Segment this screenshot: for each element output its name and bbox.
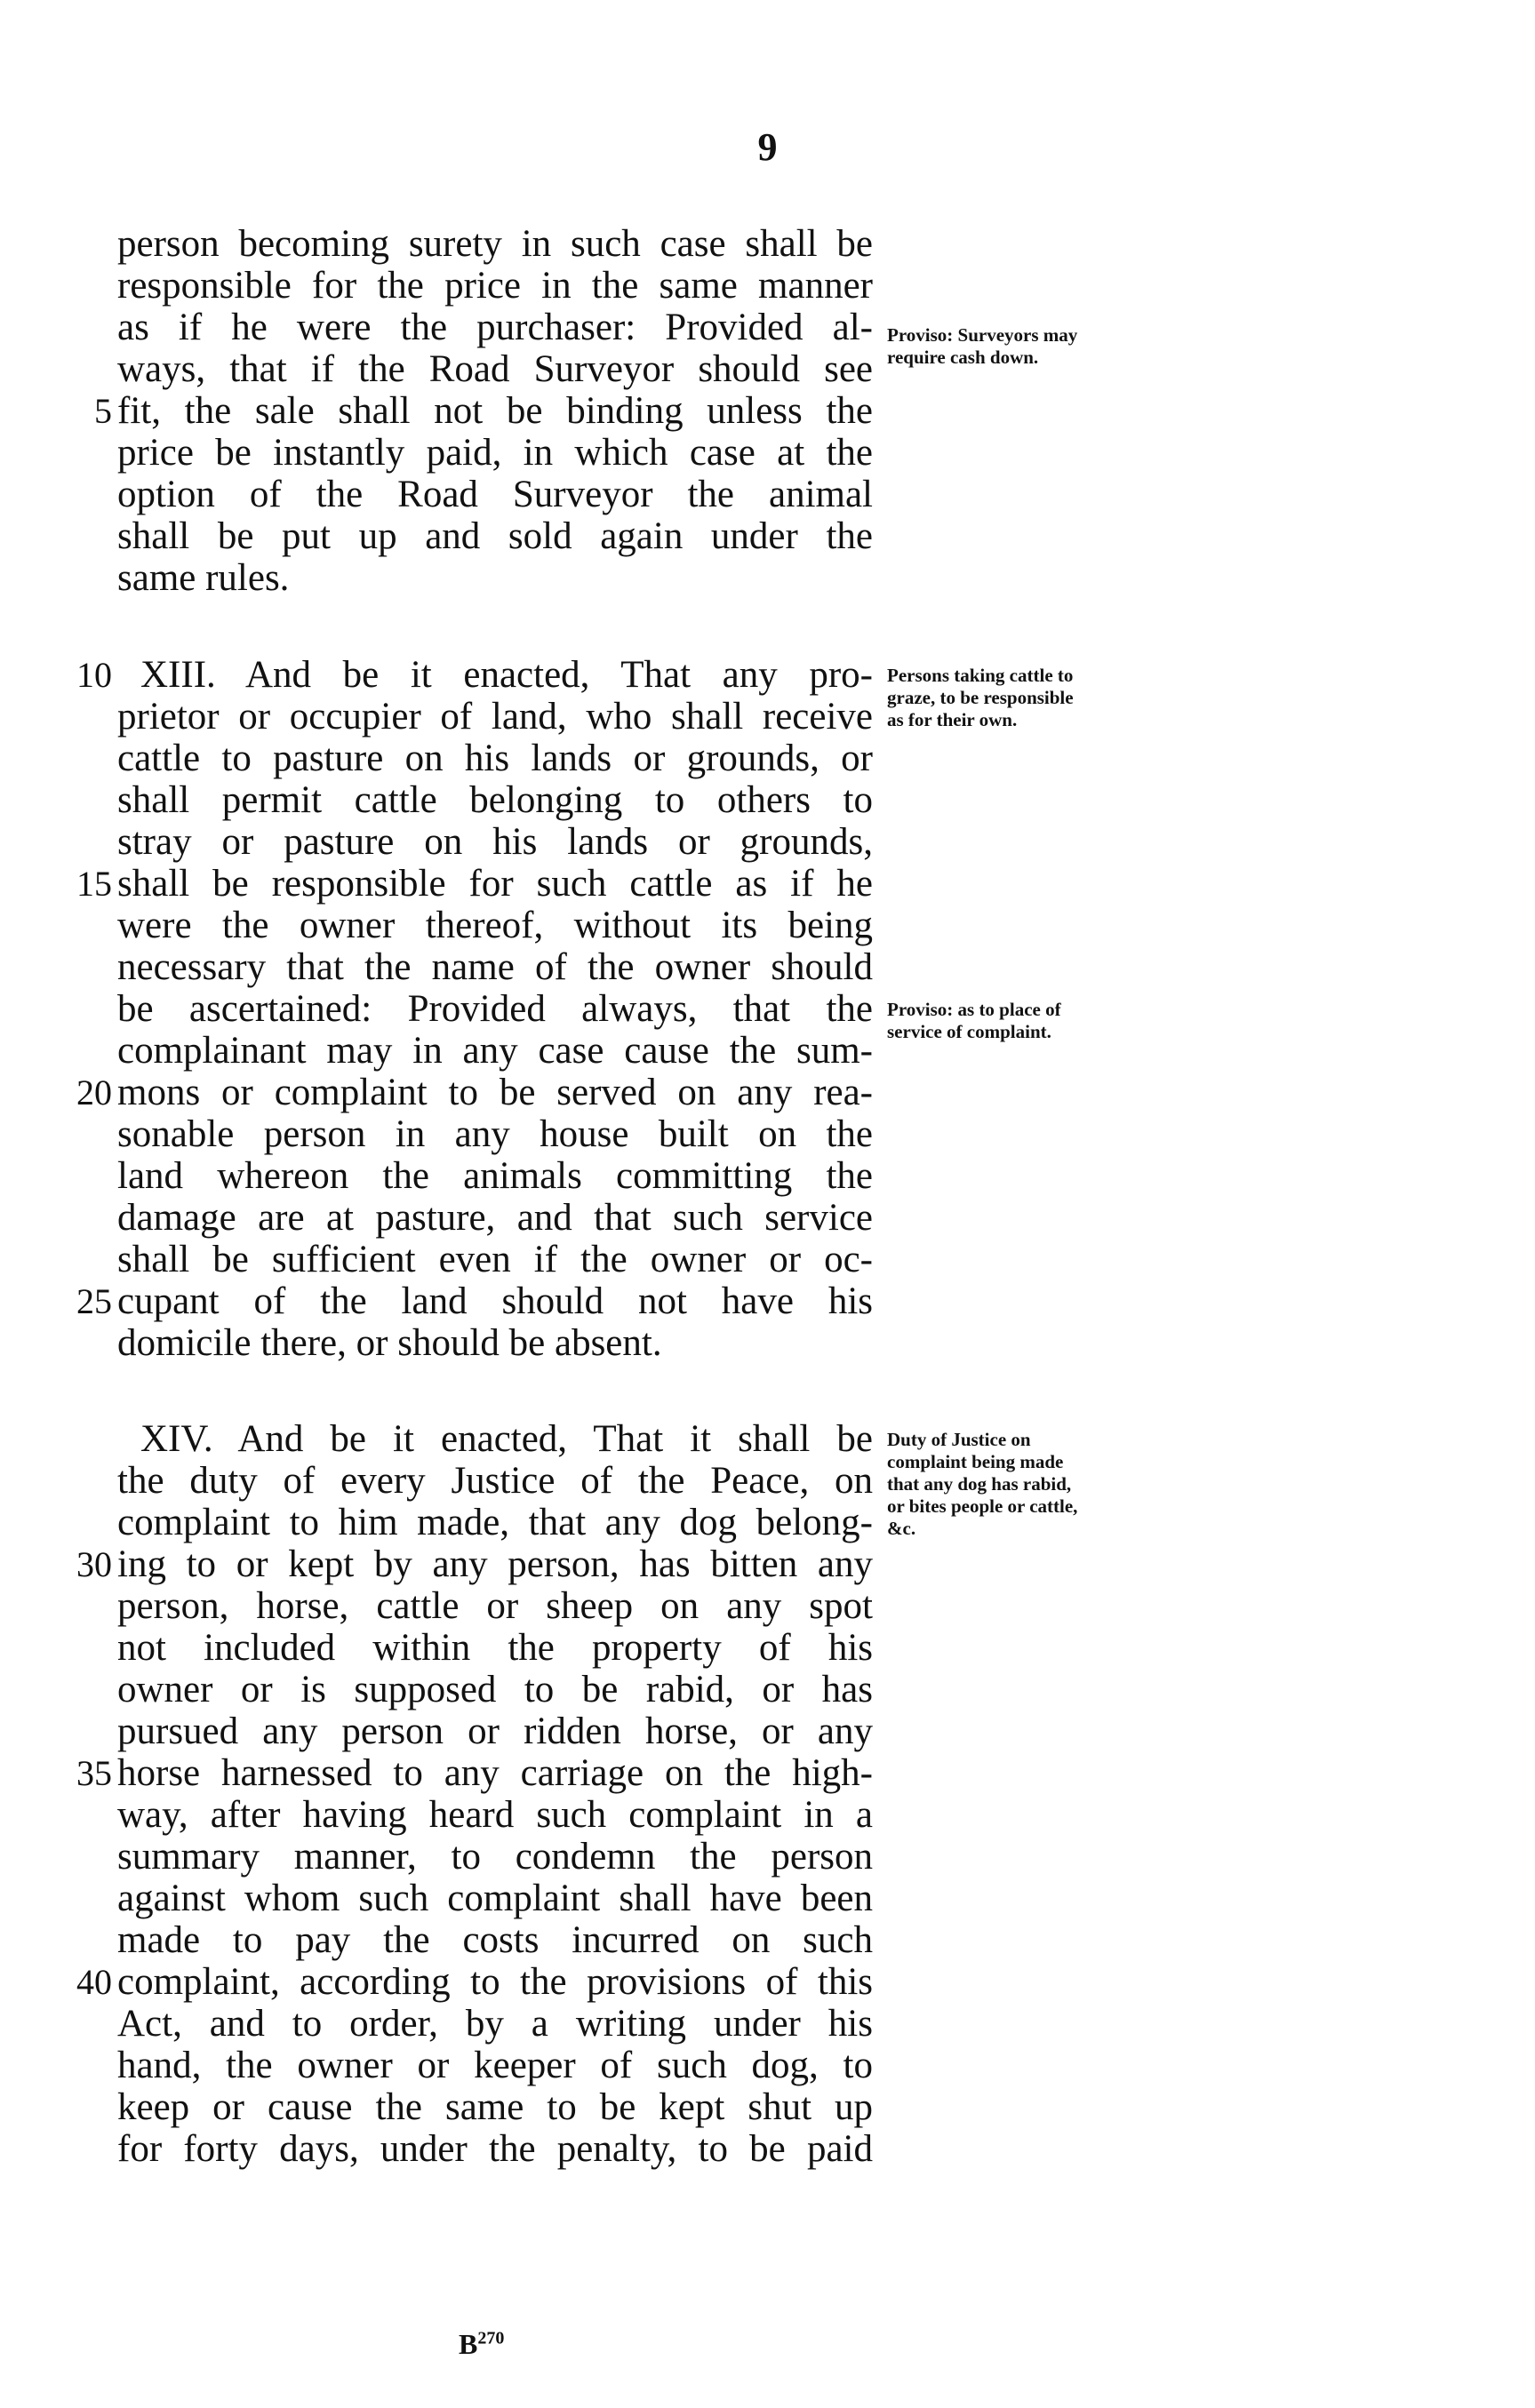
margin-note: Persons taking cattle to graze, to be responsible as for their own. <box>887 665 1074 730</box>
line-number: 20 <box>76 1072 112 1112</box>
section-xiv-heading-line: XIV. And be it enacted, That it shall be <box>140 1418 873 1460</box>
text-line: responsible for the price in the same manner <box>117 265 873 307</box>
text-line: summary manner, to condemn the person <box>117 1836 873 1878</box>
text-line: made to pay the costs incurred on such <box>117 1919 873 1961</box>
text-line: prietor or occupier of land, who shall receive <box>117 696 873 738</box>
text-line: be ascertained: Provided always, that the <box>117 988 873 1030</box>
text-line: pursued any person or ridden horse, or any <box>117 1710 873 1752</box>
text-line: mons or complaint to be served on any rea- <box>117 1072 873 1113</box>
line-number: 35 <box>76 1753 112 1793</box>
text-line: shall be sufficient even if the owner or oc- <box>117 1239 873 1280</box>
margin-note: Proviso: Surveyors may require cash down. <box>887 324 1078 368</box>
section-xiii-heading-line: XIII. And be it enacted, That any pro- <box>140 654 873 696</box>
text-line: ing to or kept by any person, has bitten any <box>117 1543 873 1585</box>
text-line: against whom such complaint shall have been <box>117 1878 873 1919</box>
text-line: way, after having heard such complaint in a <box>117 1794 873 1836</box>
signature-number: 270 <box>477 2328 505 2348</box>
text-line: complainant may in any case cause the sum- <box>117 1030 873 1072</box>
text-line: shall permit cattle belonging to others to <box>117 779 873 821</box>
text-line: horse harnessed to any carriage on the high- <box>117 1752 873 1794</box>
line-number: 15 <box>76 864 112 904</box>
text-line: person becoming surety in such case shall be <box>117 223 873 265</box>
line-number: 25 <box>76 1281 112 1321</box>
text-line: keep or cause the same to be kept shut up <box>117 2086 873 2128</box>
text-line: for forty days, under the penalty, to be paid <box>117 2128 873 2170</box>
text-line: price be instantly paid, in which case at the <box>117 432 873 474</box>
text-line: person, horse, cattle or sheep on any spot <box>117 1585 873 1627</box>
margin-note: Proviso: as to place of service of complaint. <box>887 999 1061 1042</box>
text-line: ways, that if the Road Surveyor should see <box>117 348 873 390</box>
line-number: 5 <box>94 391 112 431</box>
text-line: necessary that the name of the owner should <box>117 946 873 988</box>
text-line: owner or is supposed to be rabid, or has <box>117 1669 873 1710</box>
text-line: were the owner thereof, without its being <box>117 905 873 946</box>
printer-signature-mark <box>459 2328 504 2361</box>
text-line: cattle to pasture on his lands or grounds, or <box>117 738 873 779</box>
line-number: 30 <box>76 1544 112 1584</box>
text-line: not included within the property of his <box>117 1627 873 1669</box>
text-line: complaint to him made, that any dog belong- <box>117 1502 873 1543</box>
text-line: same rules. <box>117 557 290 599</box>
signature-letter: B <box>459 2328 478 2360</box>
text-line: shall be put up and sold again under the <box>117 515 873 557</box>
margin-note: Duty of Justice on complaint being made that any dog has rabid, or bites people or cattle, &c. <box>887 1429 1078 1539</box>
text-line: as if he were the purchaser: Provided al- <box>117 307 873 348</box>
text-line: cupant of the land should not have his <box>117 1280 873 1322</box>
text-line: land whereon the animals committing the <box>117 1155 873 1197</box>
line-number: 10 <box>76 655 112 695</box>
text-line: Act, and to order, by a writing under his <box>117 2003 873 2045</box>
text-line: fit, the sale shall not be binding unless the <box>117 390 873 432</box>
text-line: hand, the owner or keeper of such dog, to <box>117 2045 873 2086</box>
text-line: option of the Road Surveyor the animal <box>117 474 873 515</box>
text-line: sonable person in any house built on the <box>117 1113 873 1155</box>
page-number: 9 <box>757 125 778 169</box>
text-line: the duty of every Justice of the Peace, on <box>117 1460 873 1502</box>
text-line: damage are at pasture, and that such service <box>117 1197 873 1239</box>
text-line: shall be responsible for such cattle as if he <box>117 863 873 905</box>
text-line: complaint, according to the provisions of this <box>117 1961 873 2003</box>
line-number: 40 <box>76 1962 112 2002</box>
text-line: stray or pasture on his lands or grounds, <box>117 821 873 863</box>
text-line: domicile there, or should be absent. <box>117 1322 662 1364</box>
